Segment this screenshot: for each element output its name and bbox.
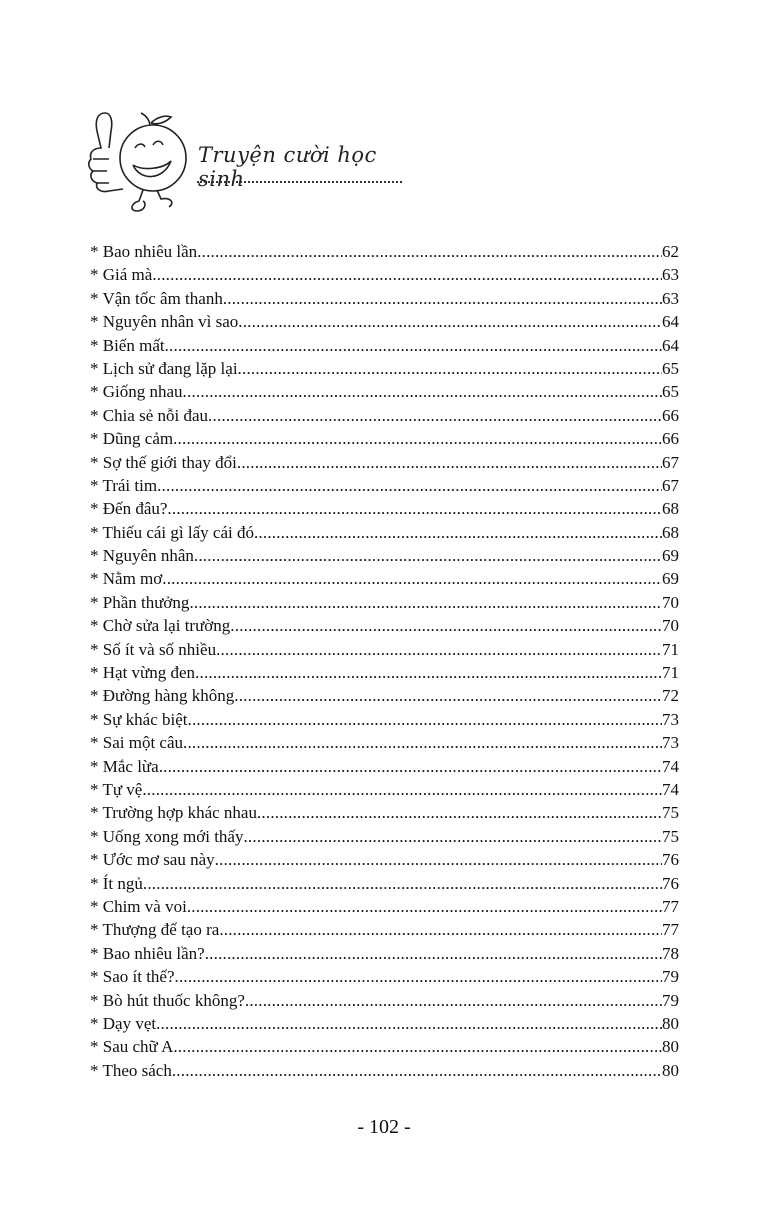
- dot-leader: [234, 684, 662, 707]
- toc-entry-page: 73: [662, 709, 679, 729]
- dot-leader: [165, 334, 662, 357]
- dot-leader: [152, 263, 662, 286]
- toc-entry[interactable]: [90, 310, 679, 333]
- toc-entry[interactable]: [90, 451, 679, 474]
- toc-entry-title: * Ít ngủ: [90, 873, 143, 893]
- toc-entry-title: * Chờ sửa lại trường: [90, 616, 231, 636]
- toc-entry-title: * Sự khác biệt: [90, 709, 188, 729]
- toc-entry-page: 74: [662, 756, 679, 776]
- toc-entry-title: * Sau chữ A: [90, 1037, 174, 1057]
- toc-entry[interactable]: [90, 801, 679, 824]
- dot-leader: [189, 591, 662, 614]
- toc-entry-page: 62: [662, 242, 679, 261]
- dot-leader: [208, 404, 662, 427]
- dot-leader: [167, 497, 662, 520]
- toc-entry-title: * Mắc lừa: [90, 756, 159, 776]
- toc-entry-page: 73: [662, 733, 679, 753]
- dot-leader: [173, 1035, 662, 1058]
- toc-entry-title: * Sợ thế giới thay đổi: [90, 452, 237, 472]
- toc-entry[interactable]: [90, 918, 679, 941]
- header-dotted-rule: [197, 181, 402, 183]
- toc-entry[interactable]: [90, 427, 679, 450]
- toc-entry-page: 70: [662, 616, 679, 636]
- toc-entry-title: * Số ít và số nhiều: [90, 639, 217, 659]
- dot-leader: [243, 825, 662, 848]
- toc-entry-title: * Sai một câu: [90, 733, 184, 753]
- toc-entry-page: 71: [662, 639, 679, 659]
- dot-leader: [142, 778, 662, 801]
- toc-entry[interactable]: [90, 404, 679, 427]
- dot-leader: [195, 661, 662, 684]
- toc-entry[interactable]: [90, 614, 679, 637]
- toc-entry-page: 72: [662, 686, 679, 706]
- toc-entry-page: 80: [662, 1037, 679, 1057]
- thumbs-up-apple-mascot-icon: [85, 103, 200, 218]
- toc-entry-title: * Ước mơ sau này: [90, 850, 215, 870]
- toc-entry[interactable]: [90, 1035, 679, 1058]
- dot-leader: [215, 848, 662, 871]
- toc-entry-title: * Thiếu cái gì lấy cái đó: [90, 522, 254, 542]
- dot-leader: [194, 544, 662, 567]
- toc-entry[interactable]: [90, 731, 679, 754]
- toc-entry[interactable]: [90, 1012, 679, 1035]
- dot-leader: [223, 287, 662, 310]
- toc-entry-title: * Phần thưởng: [90, 592, 190, 612]
- toc-entry-page: 69: [662, 569, 679, 589]
- toc-entry[interactable]: [90, 942, 679, 965]
- dot-leader: [257, 801, 662, 824]
- toc-entry[interactable]: [90, 474, 679, 497]
- toc-entry-title: * Sao ít thế?: [90, 967, 175, 987]
- toc-entry-page: 76: [662, 873, 679, 893]
- toc-entry[interactable]: [90, 287, 679, 310]
- toc-entry-page: 68: [662, 499, 679, 519]
- toc-entry-page: 63: [662, 288, 679, 308]
- toc-entry-page: 68: [662, 522, 679, 542]
- toc-entry[interactable]: [90, 778, 679, 801]
- dot-leader: [254, 521, 662, 544]
- dot-leader: [187, 895, 662, 918]
- toc-entry-page: 67: [662, 452, 679, 472]
- dot-leader: [197, 240, 662, 263]
- running-header-title: Truyện cười học sinh: [198, 143, 377, 191]
- toc-entry-title: * Trái tim: [90, 475, 158, 495]
- dot-leader: [162, 567, 662, 590]
- toc-entry[interactable]: [90, 825, 679, 848]
- toc-entry-title: * Trường hợp khác nhau: [90, 803, 257, 823]
- toc-entry[interactable]: [90, 638, 679, 661]
- toc-entry-title: * Bao nhiêu lần: [90, 242, 198, 261]
- toc-entry[interactable]: [90, 263, 679, 286]
- dot-leader: [188, 708, 662, 731]
- toc-entry-title: * Đến đâu?: [90, 499, 168, 519]
- toc-entry-title: * Giống nhau: [90, 382, 183, 402]
- toc-entry[interactable]: [90, 989, 679, 1012]
- toc-entry-title: * Dũng cảm: [90, 429, 174, 449]
- dot-leader: [172, 1059, 662, 1082]
- toc-entry-page: 77: [662, 920, 679, 940]
- toc-entry[interactable]: [90, 380, 679, 403]
- dot-leader: [238, 310, 662, 333]
- toc-entry[interactable]: [90, 544, 679, 567]
- toc-entry-page: 69: [662, 546, 679, 566]
- toc-entry-title: * Tự vệ: [90, 779, 143, 799]
- dot-leader: [216, 638, 662, 661]
- dot-leader: [238, 357, 662, 380]
- toc-entry-title: * Biến mất: [90, 335, 165, 355]
- dot-leader: [175, 965, 662, 988]
- toc-entry[interactable]: [90, 872, 679, 895]
- dot-leader: [173, 427, 662, 450]
- toc-entry-page: 77: [662, 896, 679, 916]
- toc-entry-title: * Theo sách: [90, 1060, 172, 1080]
- toc-entry-page: 63: [662, 265, 679, 285]
- toc-entry-page: 71: [662, 663, 679, 683]
- toc-entry-page: 70: [662, 592, 679, 612]
- toc-entry[interactable]: [90, 334, 679, 357]
- toc-entry[interactable]: [90, 1059, 679, 1082]
- toc-entry-title: * Bò hút thuốc không?: [90, 990, 245, 1010]
- toc-entry-title: * Bao nhiêu lần?: [90, 943, 205, 963]
- toc-entry[interactable]: [90, 521, 679, 544]
- toc-entry-page: 75: [662, 826, 679, 846]
- toc-entry-page: 64: [662, 335, 679, 355]
- toc-entry-page: 65: [662, 382, 679, 402]
- toc-entry[interactable]: [90, 497, 679, 520]
- toc-entry-page: 65: [662, 358, 679, 378]
- toc-entry[interactable]: [90, 848, 679, 871]
- toc-entry[interactable]: [90, 591, 679, 614]
- dot-leader: [183, 731, 662, 754]
- toc-entry[interactable]: [90, 895, 679, 918]
- toc-entry[interactable]: [90, 965, 679, 988]
- dot-leader: [219, 918, 662, 941]
- dot-leader: [156, 1012, 662, 1035]
- dot-leader: [230, 614, 662, 637]
- toc-entry-page: 78: [662, 943, 679, 963]
- toc-entry-title: * Giá mà: [90, 265, 153, 285]
- toc-entry[interactable]: [90, 240, 679, 263]
- toc-entry-title: * Hạt vừng đen: [90, 663, 196, 683]
- toc-entry[interactable]: [90, 755, 679, 778]
- toc-entry-page: 64: [662, 312, 679, 332]
- toc-entry-title: * Dạy vẹt: [90, 1013, 157, 1033]
- toc-entry-title: * Chia sẻ nỗi đau: [90, 405, 209, 425]
- dot-leader: [157, 474, 662, 497]
- toc-entry-page: 66: [662, 405, 679, 425]
- toc-entry-title: * Đường hàng không: [90, 686, 235, 706]
- toc-entry-title: * Nguyên nhân: [90, 546, 194, 566]
- dot-leader: [237, 451, 662, 474]
- toc-entry-title: * Nguyên nhân vì sao: [90, 312, 239, 332]
- toc-entry[interactable]: [90, 661, 679, 684]
- dot-leader: [183, 380, 662, 403]
- toc-entry-page: 66: [662, 429, 679, 449]
- dot-leader: [159, 755, 662, 778]
- toc-entry-page: 80: [662, 1013, 679, 1033]
- toc-entry[interactable]: [90, 357, 679, 380]
- dot-leader: [205, 942, 662, 965]
- toc-entry-title: * Lịch sử đang lặp lại: [90, 358, 238, 378]
- dot-leader: [245, 989, 662, 1012]
- toc-entry[interactable]: [90, 684, 679, 707]
- toc-entry-page: 67: [662, 475, 679, 495]
- running-header: [85, 103, 415, 218]
- page-number: - 102 -: [357, 1116, 411, 1138]
- toc-entry-title: * Chim và voi: [90, 896, 187, 916]
- dot-leader: [143, 872, 662, 895]
- toc-entry-title: * Thượng đế tạo ra: [90, 920, 220, 940]
- toc-entry-page: 79: [662, 990, 679, 1010]
- toc-entry-page: 75: [662, 803, 679, 823]
- toc-entry[interactable]: [90, 567, 679, 590]
- toc-entry-title: * Uống xong mới thấy: [90, 826, 244, 846]
- toc-entry-page: 80: [662, 1060, 679, 1080]
- toc-entry-title: * Vận tốc âm thanh: [90, 288, 223, 308]
- toc-entry-page: 76: [662, 850, 679, 870]
- toc-entry-page: 79: [662, 967, 679, 987]
- toc-entry[interactable]: [90, 708, 679, 731]
- toc-entry-title: * Nằm mơ: [90, 569, 163, 589]
- table-of-contents: [90, 240, 679, 1082]
- toc-entry-page: 74: [662, 779, 679, 799]
